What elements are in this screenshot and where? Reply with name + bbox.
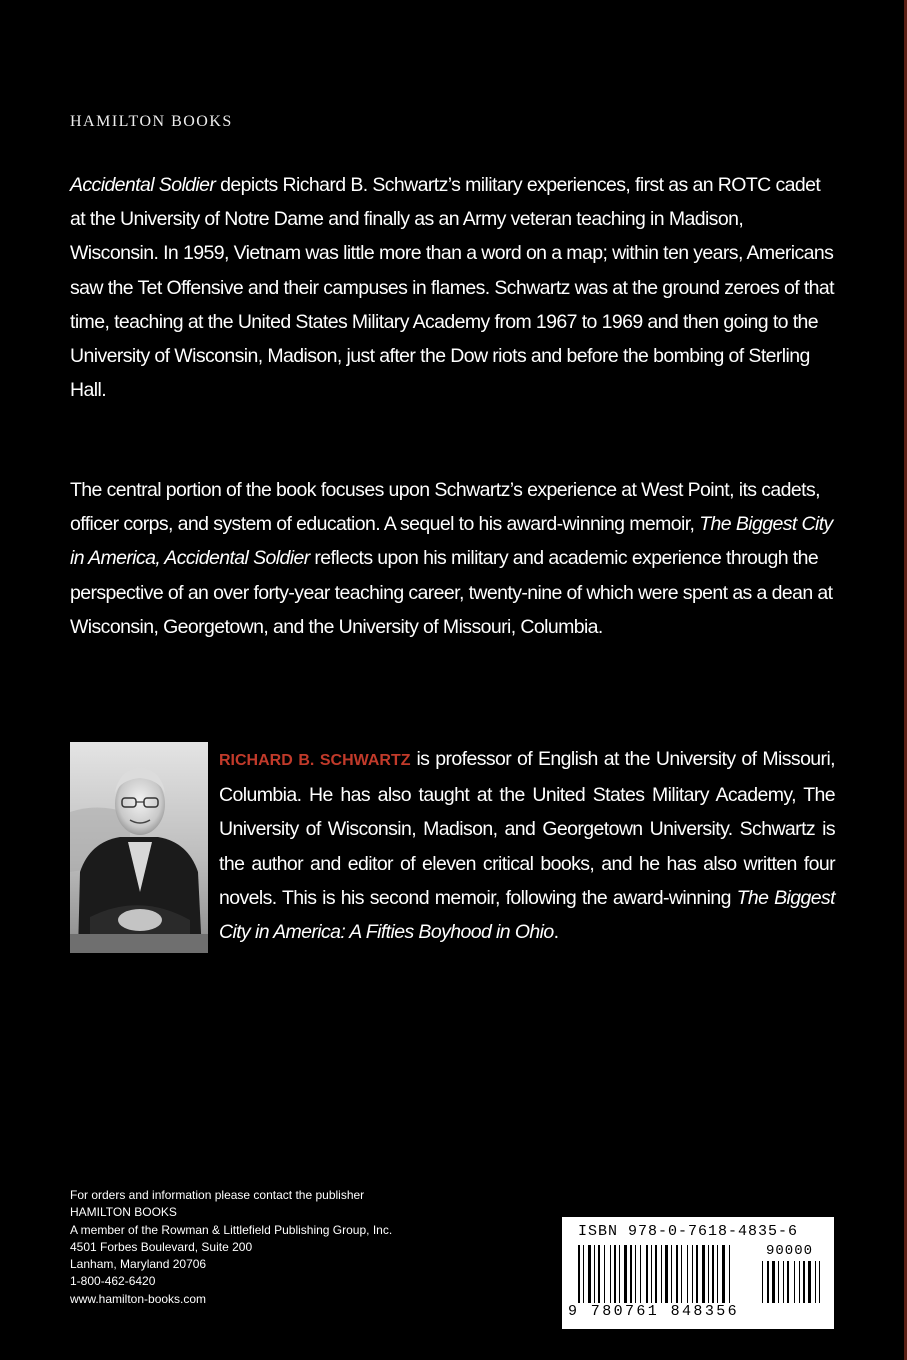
contact-line: HAMILTON BOOKS xyxy=(70,1205,177,1220)
contact-line: For orders and information please contact the publisher xyxy=(70,1188,365,1202)
author-bio xyxy=(219,742,835,949)
author-name: RICHARD B. SCHWARTZ xyxy=(219,752,411,769)
bio-text-end: . xyxy=(553,921,559,944)
description-text: depicts Richard B. Schwartz’s military experiences, first as an ROTC cadet at the University of Notre Dame and finally as an Army veteran teaching in Madison, Wisconsin. In 1959, Vietnam was little more than a word on a map; within ten years, Americans saw the Tet Offensive and their campuses in flames. Schwartz was at the ground zeroes of that time, teaching at the United States Military Academy from 1967 to 1969 and then going to the University of Wisconsin, Madison, just after the Dow riots and before the bombing of Sterling Hall. xyxy=(70,174,834,402)
description-text: The central portion of the book focuses upon Schwartz’s experience at West Point, its cadets, officer corps, and system of education. A sequel to his award-winning memoir, xyxy=(70,479,820,536)
description-paragraph-1 xyxy=(70,168,835,407)
barcode-number: 9 780761 848356 xyxy=(568,1303,740,1320)
book-title: The Biggest City in America: A Fifties Boyhood in Ohio xyxy=(219,886,835,944)
book-title: Accidental Soldier xyxy=(70,174,216,196)
bio-text: is professor of English at the University of Missouri, Columbia. He has also taught at the United States Military Academy, The University of Wisconsin, Madison, and Georgetown University. Schwartz is the author and editor of eleven critical books, and he has also written four novels. This is his second memoir, following the award-winning xyxy=(219,748,835,909)
price-code: 90000 xyxy=(766,1243,814,1259)
isbn-label: ISBN 978-0-7618-4835-6 xyxy=(578,1223,799,1240)
author-photo xyxy=(70,742,208,953)
book-title: The Biggest City in America, Accidental Soldier xyxy=(70,513,833,570)
publisher-logo-text: HAMILTON BOOKS xyxy=(70,113,233,130)
contact-phone: 1-800-462-6420 xyxy=(70,1274,156,1289)
description-paragraph-2 xyxy=(70,473,835,644)
contact-city: Lanham, Maryland 20706 xyxy=(70,1257,207,1272)
contact-website: www.hamilton-books.com xyxy=(70,1291,207,1306)
contact-line: A member of the Rowman & Littlefield Publishing Group, Inc. xyxy=(70,1222,393,1237)
contact-address: 4501 Forbes Boulevard, Suite 200 xyxy=(70,1239,253,1254)
isbn-barcode xyxy=(562,1217,834,1329)
publisher-contact xyxy=(70,1187,392,1308)
description-text: reflects upon his military and academic experience through the perspective of an over forty-year teaching career, twenty-nine of which were spent as a dean at Wisconsin, Georgetown, and the University of Missouri, Columbia. xyxy=(70,547,833,638)
